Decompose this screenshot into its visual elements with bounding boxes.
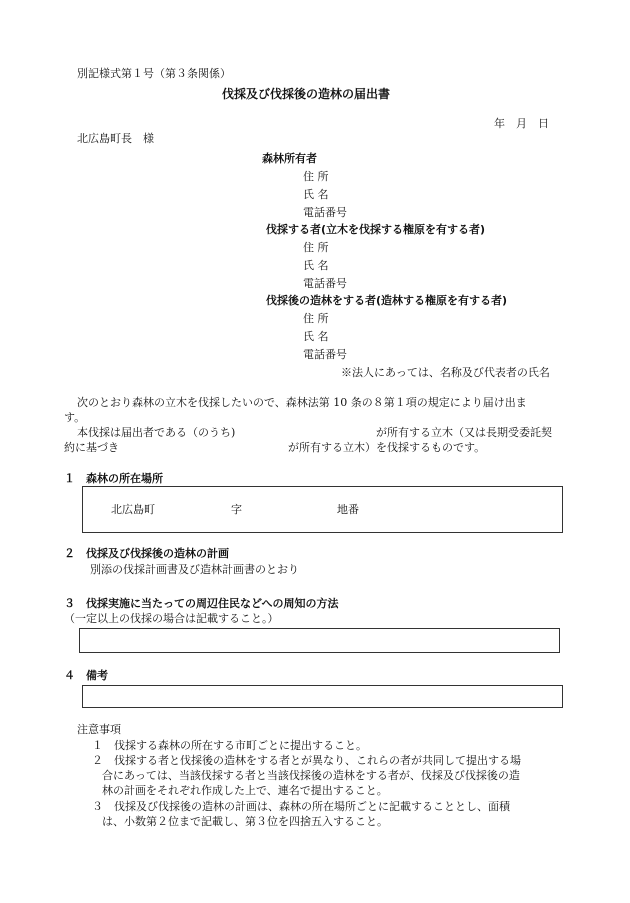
forest-location-box[interactable] [82, 486, 563, 533]
document-title: 伐採及び伐採後の造林の届出書 [222, 87, 391, 101]
owner-name-label: 氏 名 [303, 188, 329, 201]
note-item-2-line-2: 合にあっては、当該伐採する者と当該伐採後の造林をする者が、伐採及び伐採後の造 [102, 769, 520, 782]
note-item-2-line-3: 林の計画をそれぞれ作成した上で、連名で提出すること。 [102, 784, 388, 797]
location-aza: 字 [231, 503, 242, 516]
cutter-phone-label: 電話番号 [303, 277, 347, 290]
section2-body: 別添の伐採計画書及び造林計画書のとおり [90, 563, 299, 576]
submission-date[interactable]: 年 月 日 [494, 117, 549, 130]
notification-method-box[interactable] [79, 628, 560, 653]
note-item-1: １ 伐採する森林の所在する市町ごとに提出すること。 [92, 739, 367, 752]
location-town: 北広島町 [111, 503, 155, 516]
intro-line-4b: が所有する立木）を伐採するものです。 [288, 441, 486, 454]
owner-heading: 森林所有者 [262, 152, 317, 165]
section1-heading: １ 森林の所在場所 [64, 472, 163, 485]
section3-heading: ３ 伐採実施に当たっての周辺住民などへの周知の方法 [64, 597, 339, 610]
note-item-3-line-2: は、小数第２位まで記載し、第３位を四捨五入すること。 [102, 815, 388, 828]
planter-heading: 伐採後の造林をする者(造林する権原を有する者) [266, 294, 508, 307]
section2-heading: ２ 伐採及び伐採後の造林の計画 [64, 547, 229, 560]
cutter-heading: 伐採する者(立木を伐採する権原を有する者) [266, 223, 486, 236]
cutter-name-label: 氏 名 [303, 259, 329, 272]
intro-line-3b: が所有する立木（又は長期受委託契 [376, 426, 552, 439]
notes-heading: 注意事項 [77, 723, 121, 736]
addressee: 北広島町長 様 [77, 132, 154, 145]
remarks-box[interactable] [82, 685, 563, 708]
intro-line-2: す。 [64, 411, 86, 424]
intro-line-3a: 本伐採は届出者である（のうち) [77, 426, 236, 439]
corporate-note: ※法人にあっては、名称及び代表者の氏名 [341, 366, 550, 379]
intro-line-1: 次のとおり森林の立木を伐採したいので、森林法第 10 条の８第１項の規定により届け出ま [77, 396, 527, 409]
planter-phone-label: 電話番号 [303, 348, 347, 361]
location-chiban: 地番 [337, 503, 359, 516]
note-item-2-line-1: ２ 伐採する者と伐採後の造林をする者とが異なり、これらの者が共同して提出する場 [92, 754, 521, 767]
note-item-3-line-1: ３ 伐採及び伐採後の造林の計画は、森林の所在場所ごとに記載することとし、面積 [92, 800, 510, 813]
form-number: 別記様式第１号（第３条関係） [77, 67, 231, 80]
owner-address-label: 住 所 [303, 170, 329, 183]
intro-line-4a: 約に基づき [64, 441, 119, 454]
planter-address-label: 住 所 [303, 312, 329, 325]
section3-note: （一定以上の伐採の場合は記載すること。） [64, 612, 279, 625]
cutter-address-label: 住 所 [303, 241, 329, 254]
owner-phone-label: 電話番号 [303, 206, 347, 219]
section4-heading: ４ 備考 [64, 669, 108, 682]
planter-name-label: 氏 名 [303, 330, 329, 343]
